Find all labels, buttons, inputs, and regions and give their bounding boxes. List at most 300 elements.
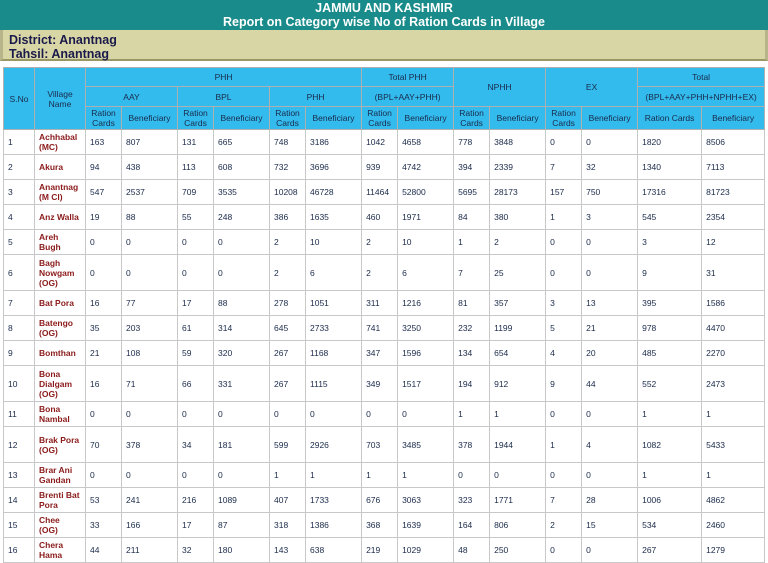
value-cell: 1635 xyxy=(306,205,362,230)
value-cell: 77 xyxy=(122,291,178,316)
value-cell: 0 xyxy=(306,402,362,427)
value-cell: 180 xyxy=(214,538,270,563)
sno-cell: 13 xyxy=(4,463,35,488)
sno-cell: 11 xyxy=(4,402,35,427)
value-cell: 267 xyxy=(270,366,306,402)
value-cell: 599 xyxy=(270,427,306,463)
value-cell: 0 xyxy=(122,463,178,488)
value-cell: 1 xyxy=(546,205,582,230)
value-cell: 0 xyxy=(270,402,306,427)
value-cell: 4 xyxy=(582,427,638,463)
village-name-link[interactable]: Brenti Bat Pora xyxy=(35,488,86,513)
value-cell: 10 xyxy=(398,230,454,255)
sno-cell: 6 xyxy=(4,255,35,291)
value-cell: 1639 xyxy=(398,513,454,538)
value-cell: 1 xyxy=(638,463,702,488)
value-cell: 134 xyxy=(454,341,490,366)
value-cell: 203 xyxy=(122,316,178,341)
value-cell: 0 xyxy=(214,402,270,427)
value-cell: 219 xyxy=(362,538,398,563)
value-cell: 0 xyxy=(546,255,582,291)
value-cell: 166 xyxy=(122,513,178,538)
value-cell: 807 xyxy=(122,130,178,155)
value-cell: 44 xyxy=(582,366,638,402)
value-cell: 2 xyxy=(362,230,398,255)
value-cell: 0 xyxy=(86,402,122,427)
sub-phh-header: PHH xyxy=(270,87,362,107)
value-cell: 638 xyxy=(306,538,362,563)
value-cell: 0 xyxy=(178,230,214,255)
value-cell: 311 xyxy=(362,291,398,316)
value-cell: 16 xyxy=(86,366,122,402)
value-cell: 1 xyxy=(306,463,362,488)
value-cell: 2270 xyxy=(702,341,765,366)
value-cell: 1733 xyxy=(306,488,362,513)
group-ex-header: EX xyxy=(546,68,638,107)
village-name-link[interactable]: Bomthan xyxy=(35,341,86,366)
value-cell: 3 xyxy=(582,205,638,230)
value-cell: 0 xyxy=(178,463,214,488)
value-cell: 0 xyxy=(122,230,178,255)
value-cell: 378 xyxy=(122,427,178,463)
value-cell: 1216 xyxy=(398,291,454,316)
value-cell: 0 xyxy=(86,255,122,291)
beneficiary-header: Beneficiary xyxy=(582,107,638,130)
value-cell: 19 xyxy=(86,205,122,230)
value-cell: 2473 xyxy=(702,366,765,402)
value-cell: 28173 xyxy=(490,180,546,205)
table-row xyxy=(4,316,765,341)
village-name-link[interactable]: Chera Hama xyxy=(35,538,86,563)
value-cell: 32 xyxy=(582,155,638,180)
value-cell: 3063 xyxy=(398,488,454,513)
group-total-header: Total xyxy=(638,68,765,87)
value-cell: 547 xyxy=(86,180,122,205)
ration-cards-table xyxy=(3,67,765,563)
value-cell: 3 xyxy=(546,291,582,316)
value-cell: 703 xyxy=(362,427,398,463)
value-cell: 748 xyxy=(270,130,306,155)
value-cell: 16 xyxy=(86,291,122,316)
value-cell: 3696 xyxy=(306,155,362,180)
village-name-link[interactable]: Bona Nambal xyxy=(35,402,86,427)
table-row xyxy=(4,402,765,427)
value-cell: 978 xyxy=(638,316,702,341)
table-row xyxy=(4,538,765,563)
value-cell: 732 xyxy=(270,155,306,180)
beneficiary-header: Beneficiary xyxy=(398,107,454,130)
table-row xyxy=(4,463,765,488)
value-cell: 318 xyxy=(270,513,306,538)
value-cell: 81 xyxy=(454,291,490,316)
value-cell: 2460 xyxy=(702,513,765,538)
value-cell: 1 xyxy=(362,463,398,488)
value-cell: 9 xyxy=(546,366,582,402)
value-cell: 1168 xyxy=(306,341,362,366)
sno-cell: 15 xyxy=(4,513,35,538)
village-name-link[interactable]: Anz Walla xyxy=(35,205,86,230)
value-cell: 3535 xyxy=(214,180,270,205)
value-cell: 4658 xyxy=(398,130,454,155)
value-cell: 21 xyxy=(582,316,638,341)
value-cell: 654 xyxy=(490,341,546,366)
village-name-link[interactable]: Brak Pora (OG) xyxy=(35,427,86,463)
sno-cell: 2 xyxy=(4,155,35,180)
value-cell: 741 xyxy=(362,316,398,341)
value-cell: 25 xyxy=(490,255,546,291)
value-cell: 395 xyxy=(638,291,702,316)
value-cell: 20 xyxy=(582,341,638,366)
village-name-link[interactable]: Areh Bugh xyxy=(35,230,86,255)
ration-cards-header: Ration Cards xyxy=(546,107,582,130)
value-cell: 241 xyxy=(122,488,178,513)
location-info xyxy=(0,30,768,61)
value-cell: 35 xyxy=(86,316,122,341)
value-cell: 194 xyxy=(454,366,490,402)
value-cell: 2 xyxy=(490,230,546,255)
value-cell: 3250 xyxy=(398,316,454,341)
table-row xyxy=(4,130,765,155)
beneficiary-header: Beneficiary xyxy=(490,107,546,130)
value-cell: 2 xyxy=(546,513,582,538)
value-cell: 750 xyxy=(582,180,638,205)
value-cell: 164 xyxy=(454,513,490,538)
value-cell: 1 xyxy=(398,463,454,488)
value-cell: 0 xyxy=(122,255,178,291)
value-cell: 912 xyxy=(490,366,546,402)
value-cell: 438 xyxy=(122,155,178,180)
table-row xyxy=(4,513,765,538)
value-cell: 48 xyxy=(454,538,490,563)
table-row xyxy=(4,180,765,205)
table-row xyxy=(4,427,765,463)
value-cell: 8506 xyxy=(702,130,765,155)
table-body xyxy=(4,130,765,563)
value-cell: 66 xyxy=(178,366,214,402)
value-cell: 1 xyxy=(454,230,490,255)
value-cell: 248 xyxy=(214,205,270,230)
col-sno-header: S.No xyxy=(4,68,35,130)
value-cell: 6 xyxy=(306,255,362,291)
value-cell: 2926 xyxy=(306,427,362,463)
value-cell: 1082 xyxy=(638,427,702,463)
value-cell: 71 xyxy=(122,366,178,402)
table-row xyxy=(4,155,765,180)
value-cell: 1051 xyxy=(306,291,362,316)
value-cell: 939 xyxy=(362,155,398,180)
value-cell: 2 xyxy=(362,255,398,291)
value-cell: 0 xyxy=(582,538,638,563)
value-cell: 534 xyxy=(638,513,702,538)
sno-cell: 4 xyxy=(4,205,35,230)
sno-cell: 12 xyxy=(4,427,35,463)
value-cell: 2537 xyxy=(122,180,178,205)
value-cell: 3848 xyxy=(490,130,546,155)
value-cell: 320 xyxy=(214,341,270,366)
value-cell: 10208 xyxy=(270,180,306,205)
value-cell: 349 xyxy=(362,366,398,402)
group-total-phh-header: Total PHH xyxy=(362,68,454,87)
value-cell: 2 xyxy=(270,255,306,291)
value-cell: 380 xyxy=(490,205,546,230)
value-cell: 17 xyxy=(178,291,214,316)
value-cell: 46728 xyxy=(306,180,362,205)
value-cell: 3485 xyxy=(398,427,454,463)
value-cell: 2 xyxy=(270,230,306,255)
ration-cards-header: Ration Cards xyxy=(270,107,306,130)
value-cell: 0 xyxy=(214,463,270,488)
value-cell: 665 xyxy=(214,130,270,155)
value-cell: 2733 xyxy=(306,316,362,341)
village-name-link[interactable]: Bona Dialgam (OG) xyxy=(35,366,86,402)
report-banner xyxy=(0,0,768,30)
value-cell: 368 xyxy=(362,513,398,538)
value-cell: 7 xyxy=(454,255,490,291)
village-name-link[interactable]: Brar Ani Gandan xyxy=(35,463,86,488)
value-cell: 357 xyxy=(490,291,546,316)
sno-cell: 14 xyxy=(4,488,35,513)
sno-cell: 8 xyxy=(4,316,35,341)
value-cell: 460 xyxy=(362,205,398,230)
value-cell: 0 xyxy=(546,538,582,563)
value-cell: 1771 xyxy=(490,488,546,513)
value-cell: 0 xyxy=(86,230,122,255)
value-cell: 1596 xyxy=(398,341,454,366)
value-cell: 278 xyxy=(270,291,306,316)
value-cell: 108 xyxy=(122,341,178,366)
value-cell: 7113 xyxy=(702,155,765,180)
value-cell: 0 xyxy=(178,255,214,291)
value-cell: 394 xyxy=(454,155,490,180)
value-cell: 485 xyxy=(638,341,702,366)
value-cell: 1029 xyxy=(398,538,454,563)
value-cell: 1517 xyxy=(398,366,454,402)
state-title: JAMMU AND KASHMIR xyxy=(315,1,453,15)
sno-cell: 10 xyxy=(4,366,35,402)
value-cell: 267 xyxy=(638,538,702,563)
village-name-link[interactable]: Akura xyxy=(35,155,86,180)
value-cell: 1 xyxy=(702,402,765,427)
value-cell: 163 xyxy=(86,130,122,155)
value-cell: 15 xyxy=(582,513,638,538)
sno-cell: 1 xyxy=(4,130,35,155)
value-cell: 34 xyxy=(178,427,214,463)
value-cell: 267 xyxy=(270,341,306,366)
value-cell: 331 xyxy=(214,366,270,402)
group-phh-header: PHH xyxy=(86,68,362,87)
value-cell: 84 xyxy=(454,205,490,230)
value-cell: 1 xyxy=(490,402,546,427)
value-cell: 386 xyxy=(270,205,306,230)
value-cell: 806 xyxy=(490,513,546,538)
value-cell: 0 xyxy=(214,255,270,291)
value-cell: 5695 xyxy=(454,180,490,205)
value-cell: 1006 xyxy=(638,488,702,513)
value-cell: 1042 xyxy=(362,130,398,155)
value-cell: 545 xyxy=(638,205,702,230)
value-cell: 676 xyxy=(362,488,398,513)
beneficiary-header: Beneficiary xyxy=(214,107,270,130)
value-cell: 1 xyxy=(546,427,582,463)
value-cell: 216 xyxy=(178,488,214,513)
value-cell: 87 xyxy=(214,513,270,538)
village-name-link[interactable]: Chee (OG) xyxy=(35,513,86,538)
village-name-link[interactable]: Bat Pora xyxy=(35,291,86,316)
col-village-header: Village Name xyxy=(35,68,86,130)
value-cell: 94 xyxy=(86,155,122,180)
value-cell: 17 xyxy=(178,513,214,538)
ration-cards-header: Ration Cards xyxy=(454,107,490,130)
beneficiary-header: Beneficiary xyxy=(702,107,765,130)
value-cell: 1089 xyxy=(214,488,270,513)
ration-cards-header: Ration Cards xyxy=(362,107,398,130)
sub-total-phh-header: (BPL+AAY+PHH) xyxy=(362,87,454,107)
value-cell: 157 xyxy=(546,180,582,205)
value-cell: 32 xyxy=(178,538,214,563)
value-cell: 1 xyxy=(270,463,306,488)
value-cell: 0 xyxy=(546,230,582,255)
value-cell: 52800 xyxy=(398,180,454,205)
value-cell: 0 xyxy=(582,230,638,255)
sno-cell: 9 xyxy=(4,341,35,366)
value-cell: 17316 xyxy=(638,180,702,205)
value-cell: 211 xyxy=(122,538,178,563)
table-row xyxy=(4,230,765,255)
value-cell: 9 xyxy=(638,255,702,291)
value-cell: 0 xyxy=(546,402,582,427)
value-cell: 13 xyxy=(582,291,638,316)
value-cell: 88 xyxy=(214,291,270,316)
value-cell: 314 xyxy=(214,316,270,341)
value-cell: 0 xyxy=(582,255,638,291)
value-cell: 1820 xyxy=(638,130,702,155)
tahsil-label: Tahsil: Anantnag xyxy=(9,47,109,61)
value-cell: 11464 xyxy=(362,180,398,205)
village-name-link[interactable]: Anantnag (M Cl) xyxy=(35,180,86,205)
value-cell: 131 xyxy=(178,130,214,155)
sno-cell: 3 xyxy=(4,180,35,205)
value-cell: 4 xyxy=(546,341,582,366)
value-cell: 552 xyxy=(638,366,702,402)
beneficiary-header: Beneficiary xyxy=(122,107,178,130)
value-cell: 0 xyxy=(490,463,546,488)
value-cell: 143 xyxy=(270,538,306,563)
village-name-link[interactable]: Achhabal (MC) xyxy=(35,130,86,155)
ration-cards-header: Ration Cards xyxy=(86,107,122,130)
value-cell: 407 xyxy=(270,488,306,513)
value-cell: 0 xyxy=(546,130,582,155)
value-cell: 378 xyxy=(454,427,490,463)
value-cell: 70 xyxy=(86,427,122,463)
value-cell: 2339 xyxy=(490,155,546,180)
ration-cards-header: Ration Cards xyxy=(178,107,214,130)
table-row xyxy=(4,488,765,513)
value-cell: 7 xyxy=(546,488,582,513)
value-cell: 61 xyxy=(178,316,214,341)
value-cell: 3 xyxy=(638,230,702,255)
group-nphh-header: NPHH xyxy=(454,68,546,107)
value-cell: 4862 xyxy=(702,488,765,513)
value-cell: 0 xyxy=(582,402,638,427)
sub-aay-header: AAY xyxy=(86,87,178,107)
value-cell: 33 xyxy=(86,513,122,538)
value-cell: 5 xyxy=(546,316,582,341)
value-cell: 1115 xyxy=(306,366,362,402)
value-cell: 53 xyxy=(86,488,122,513)
sno-cell: 16 xyxy=(4,538,35,563)
value-cell: 55 xyxy=(178,205,214,230)
value-cell: 1944 xyxy=(490,427,546,463)
value-cell: 0 xyxy=(122,402,178,427)
value-cell: 1 xyxy=(454,402,490,427)
value-cell: 0 xyxy=(398,402,454,427)
report-title: Report on Category wise No of Ration Cards in Village xyxy=(222,15,546,29)
value-cell: 1 xyxy=(702,463,765,488)
value-cell: 0 xyxy=(214,230,270,255)
value-cell: 5433 xyxy=(702,427,765,463)
value-cell: 250 xyxy=(490,538,546,563)
value-cell: 88 xyxy=(122,205,178,230)
value-cell: 4742 xyxy=(398,155,454,180)
value-cell: 232 xyxy=(454,316,490,341)
value-cell: 31 xyxy=(702,255,765,291)
village-name-link[interactable]: Bagh Nowgam (OG) xyxy=(35,255,86,291)
value-cell: 0 xyxy=(362,402,398,427)
value-cell: 59 xyxy=(178,341,214,366)
table-row xyxy=(4,255,765,291)
value-cell: 1340 xyxy=(638,155,702,180)
table-row xyxy=(4,205,765,230)
value-cell: 0 xyxy=(178,402,214,427)
value-cell: 113 xyxy=(178,155,214,180)
value-cell: 6 xyxy=(398,255,454,291)
sub-total-header: (BPL+AAY+PHH+NPHH+EX) xyxy=(638,87,765,107)
value-cell: 2354 xyxy=(702,205,765,230)
value-cell: 347 xyxy=(362,341,398,366)
value-cell: 1279 xyxy=(702,538,765,563)
value-cell: 1386 xyxy=(306,513,362,538)
value-cell: 1 xyxy=(638,402,702,427)
value-cell: 323 xyxy=(454,488,490,513)
table-row xyxy=(4,366,765,402)
value-cell: 0 xyxy=(86,463,122,488)
value-cell: 0 xyxy=(454,463,490,488)
village-name-link[interactable]: Batengo (OG) xyxy=(35,316,86,341)
sno-cell: 7 xyxy=(4,291,35,316)
value-cell: 709 xyxy=(178,180,214,205)
value-cell: 7 xyxy=(546,155,582,180)
value-cell: 0 xyxy=(582,130,638,155)
ration-cards-header: Ration Cards xyxy=(638,107,702,130)
value-cell: 28 xyxy=(582,488,638,513)
sno-cell: 5 xyxy=(4,230,35,255)
value-cell: 181 xyxy=(214,427,270,463)
value-cell: 608 xyxy=(214,155,270,180)
value-cell: 81723 xyxy=(702,180,765,205)
value-cell: 1971 xyxy=(398,205,454,230)
table-row xyxy=(4,291,765,316)
district-label: District: Anantnag xyxy=(9,33,117,47)
value-cell: 21 xyxy=(86,341,122,366)
value-cell: 1586 xyxy=(702,291,765,316)
value-cell: 778 xyxy=(454,130,490,155)
value-cell: 1199 xyxy=(490,316,546,341)
value-cell: 3186 xyxy=(306,130,362,155)
value-cell: 12 xyxy=(702,230,765,255)
value-cell: 4470 xyxy=(702,316,765,341)
table-row xyxy=(4,341,765,366)
value-cell: 645 xyxy=(270,316,306,341)
